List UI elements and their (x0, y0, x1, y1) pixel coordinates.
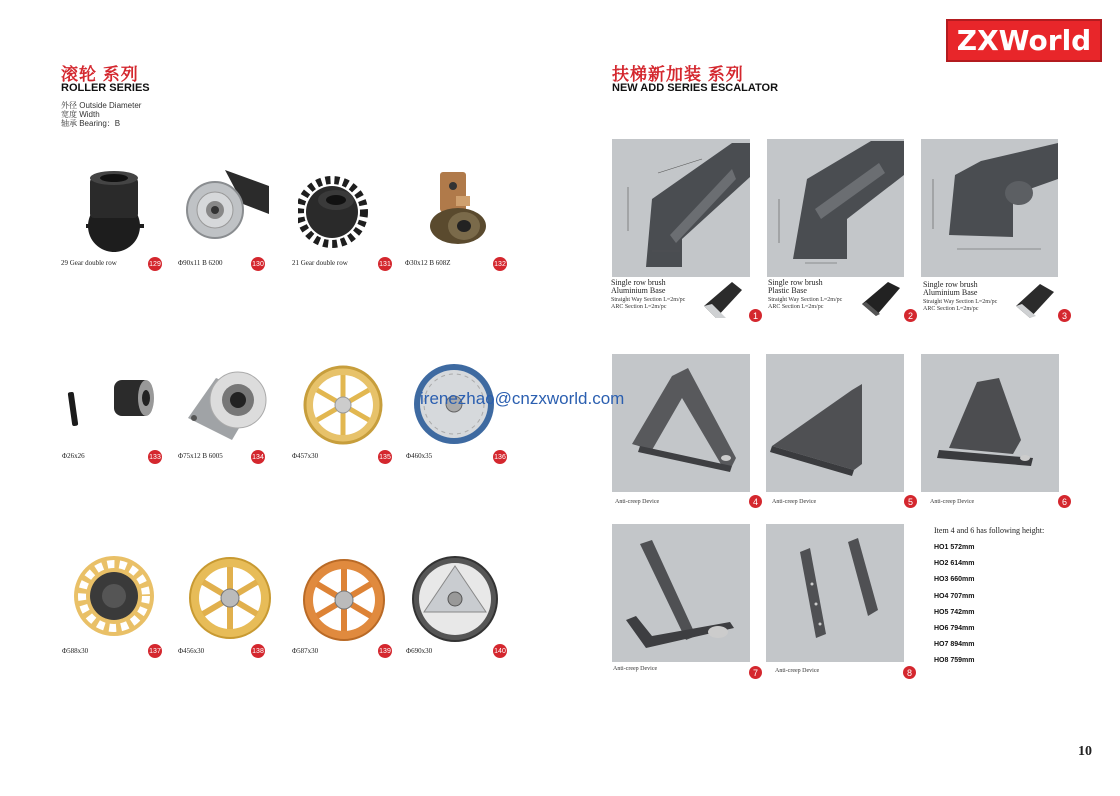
item-number-2: 2 (904, 309, 917, 322)
height-row: HO5 742mm (934, 608, 975, 616)
roller-caption-139: Φ587x30 (292, 647, 319, 655)
roller-caption-137: Φ588x30 (62, 647, 89, 655)
roller-30x12-image (422, 170, 488, 248)
item-number-3: 3 (1058, 309, 1071, 322)
height-row: HO1 572mm (934, 544, 975, 551)
anti-creep-device-drawing-8 (766, 524, 904, 662)
escalator-series-title-cn: 扶梯新加装 系列 (612, 65, 744, 84)
email-watermark: irenezhao@cnzxworld.com (420, 389, 625, 408)
roller-caption-140: Φ690x30 (406, 647, 433, 655)
roller-caption-131: 21 Gear double row (292, 259, 348, 267)
brush-3-spec-line1: Straight Way Section L=2m/pc (923, 299, 998, 305)
height-row: HO3 660mm (934, 576, 975, 584)
brush-1-spec-line2: ARC Section L=2m/pc (611, 304, 667, 310)
brush-3-title-line2: Aluminium Base (923, 288, 978, 297)
device-8-caption: Anti-creep Device (775, 668, 820, 674)
anti-creep-device-drawing-7 (612, 524, 750, 662)
roller-caption-130: Φ90x11 B 6200 (178, 259, 223, 267)
device-6-caption: Anti-creep Device (930, 499, 975, 505)
height-row: HO8 759mm (934, 657, 975, 665)
brush-2-spec-line2: ARC Section L=2m/pc (768, 304, 824, 310)
brush-2-title-line1: Single row brush (768, 278, 823, 287)
roller-26x26-image (62, 368, 162, 440)
brush-1-product-photo (702, 278, 744, 320)
item-number-134: 134 (251, 450, 265, 464)
roller-series-title-en: ROLLER SERIES (61, 82, 150, 94)
wheel-587x30-image (302, 558, 386, 642)
item-number-6: 6 (1058, 495, 1071, 508)
item-number-135: 135 (378, 450, 392, 464)
item-number-131: 131 (378, 257, 392, 271)
height-row: HO6 794mm (934, 625, 975, 633)
item-number-136: 136 (493, 450, 507, 464)
brush-2-title-line2: Plastic Base (768, 286, 807, 295)
brush-1-title (611, 279, 685, 311)
roller-caption-134: Φ75x12 B 6005 (178, 452, 223, 460)
brush-3-product-photo (1014, 280, 1056, 320)
wheel-690x30-image (410, 554, 500, 644)
roller-caption-133: Φ26x26 (62, 452, 85, 460)
roller-caption-132: Φ30x12 B 608Z (405, 259, 451, 267)
item-number-140: 140 (493, 644, 507, 658)
item-number-1: 1 (749, 309, 762, 322)
item-number-138: 138 (251, 644, 265, 658)
roller-caption-136: Φ460x35 (406, 452, 433, 460)
height-list (934, 527, 1044, 670)
height-row: HO4 707mm (934, 592, 975, 600)
brush-profile-drawing-2 (767, 139, 904, 277)
brush-3-title-line1: Single row brush (923, 280, 978, 289)
item-number-130: 130 (251, 257, 265, 271)
height-row: HO7 894mm (934, 641, 975, 649)
pulley-90x11-image (183, 166, 271, 244)
page-number: 10 (1078, 744, 1092, 759)
wheel-456x30-image (188, 556, 272, 640)
item-number-4: 4 (749, 495, 762, 508)
anti-creep-device-drawing-4 (612, 354, 750, 492)
brush-3-spec-line2: ARC Section L=2m/pc (923, 306, 979, 312)
item-number-129: 129 (148, 257, 162, 271)
brush-1-title-line1: Single row brush (611, 278, 666, 287)
gear-double-row-29-image (68, 168, 156, 252)
anti-creep-device-drawing-6 (921, 354, 1059, 492)
item-number-8: 8 (903, 666, 916, 679)
brush-profile-drawing-3 (921, 139, 1058, 277)
brush-1-title-line2: Aluminium Base (611, 286, 666, 295)
item-number-133: 133 (148, 450, 162, 464)
roller-75x12-image (186, 356, 272, 442)
item-number-137: 137 (148, 644, 162, 658)
legend-width: 宽度 Width (61, 110, 100, 119)
roller-series-title-cn: 滚轮 系列 (61, 65, 139, 84)
brush-2-spec-line1: Straight Way Section L=2m/pc (768, 297, 843, 303)
item-number-5: 5 (904, 495, 917, 508)
anti-creep-device-drawing-5 (766, 354, 904, 492)
brush-profile-drawing-1 (612, 139, 750, 277)
roller-caption-135: Φ457x30 (292, 452, 319, 460)
brush-3-title (923, 281, 997, 313)
device-4-caption: Anti-creep Device (615, 499, 660, 505)
brush-2-product-photo (860, 278, 902, 318)
device-5-caption: Anti-creep Device (772, 499, 817, 505)
item-number-139: 139 (378, 644, 392, 658)
escalator-series-title-en: NEW ADD SERIES ESCALATOR (612, 82, 779, 94)
height-row: HO2 614mm (934, 560, 975, 568)
height-list-title: Item 4 and 6 has following height: (934, 526, 1045, 535)
brush-2-title (768, 279, 842, 311)
wheel-588x30-image (72, 554, 156, 638)
wheel-457x30-image (302, 364, 384, 446)
zxworld-logo (946, 19, 1102, 62)
gear-double-row-21-image (298, 170, 368, 248)
item-number-132: 132 (493, 257, 507, 271)
roller-caption-129: 29 Gear double row (61, 259, 117, 267)
device-7-caption: Anti-creep Device (613, 666, 658, 672)
roller-caption-138: Φ456x30 (178, 647, 205, 655)
legend-bearing: 轴承 Bearing：B (61, 119, 121, 128)
brush-1-spec-line1: Straight Way Section L=2m/pc (611, 297, 686, 303)
logo-text: ZXWorld (956, 24, 1092, 57)
item-number-7: 7 (749, 666, 762, 679)
roller-legend (61, 101, 141, 128)
legend-outside-diameter: 外径 Outside Diameter (61, 101, 142, 110)
